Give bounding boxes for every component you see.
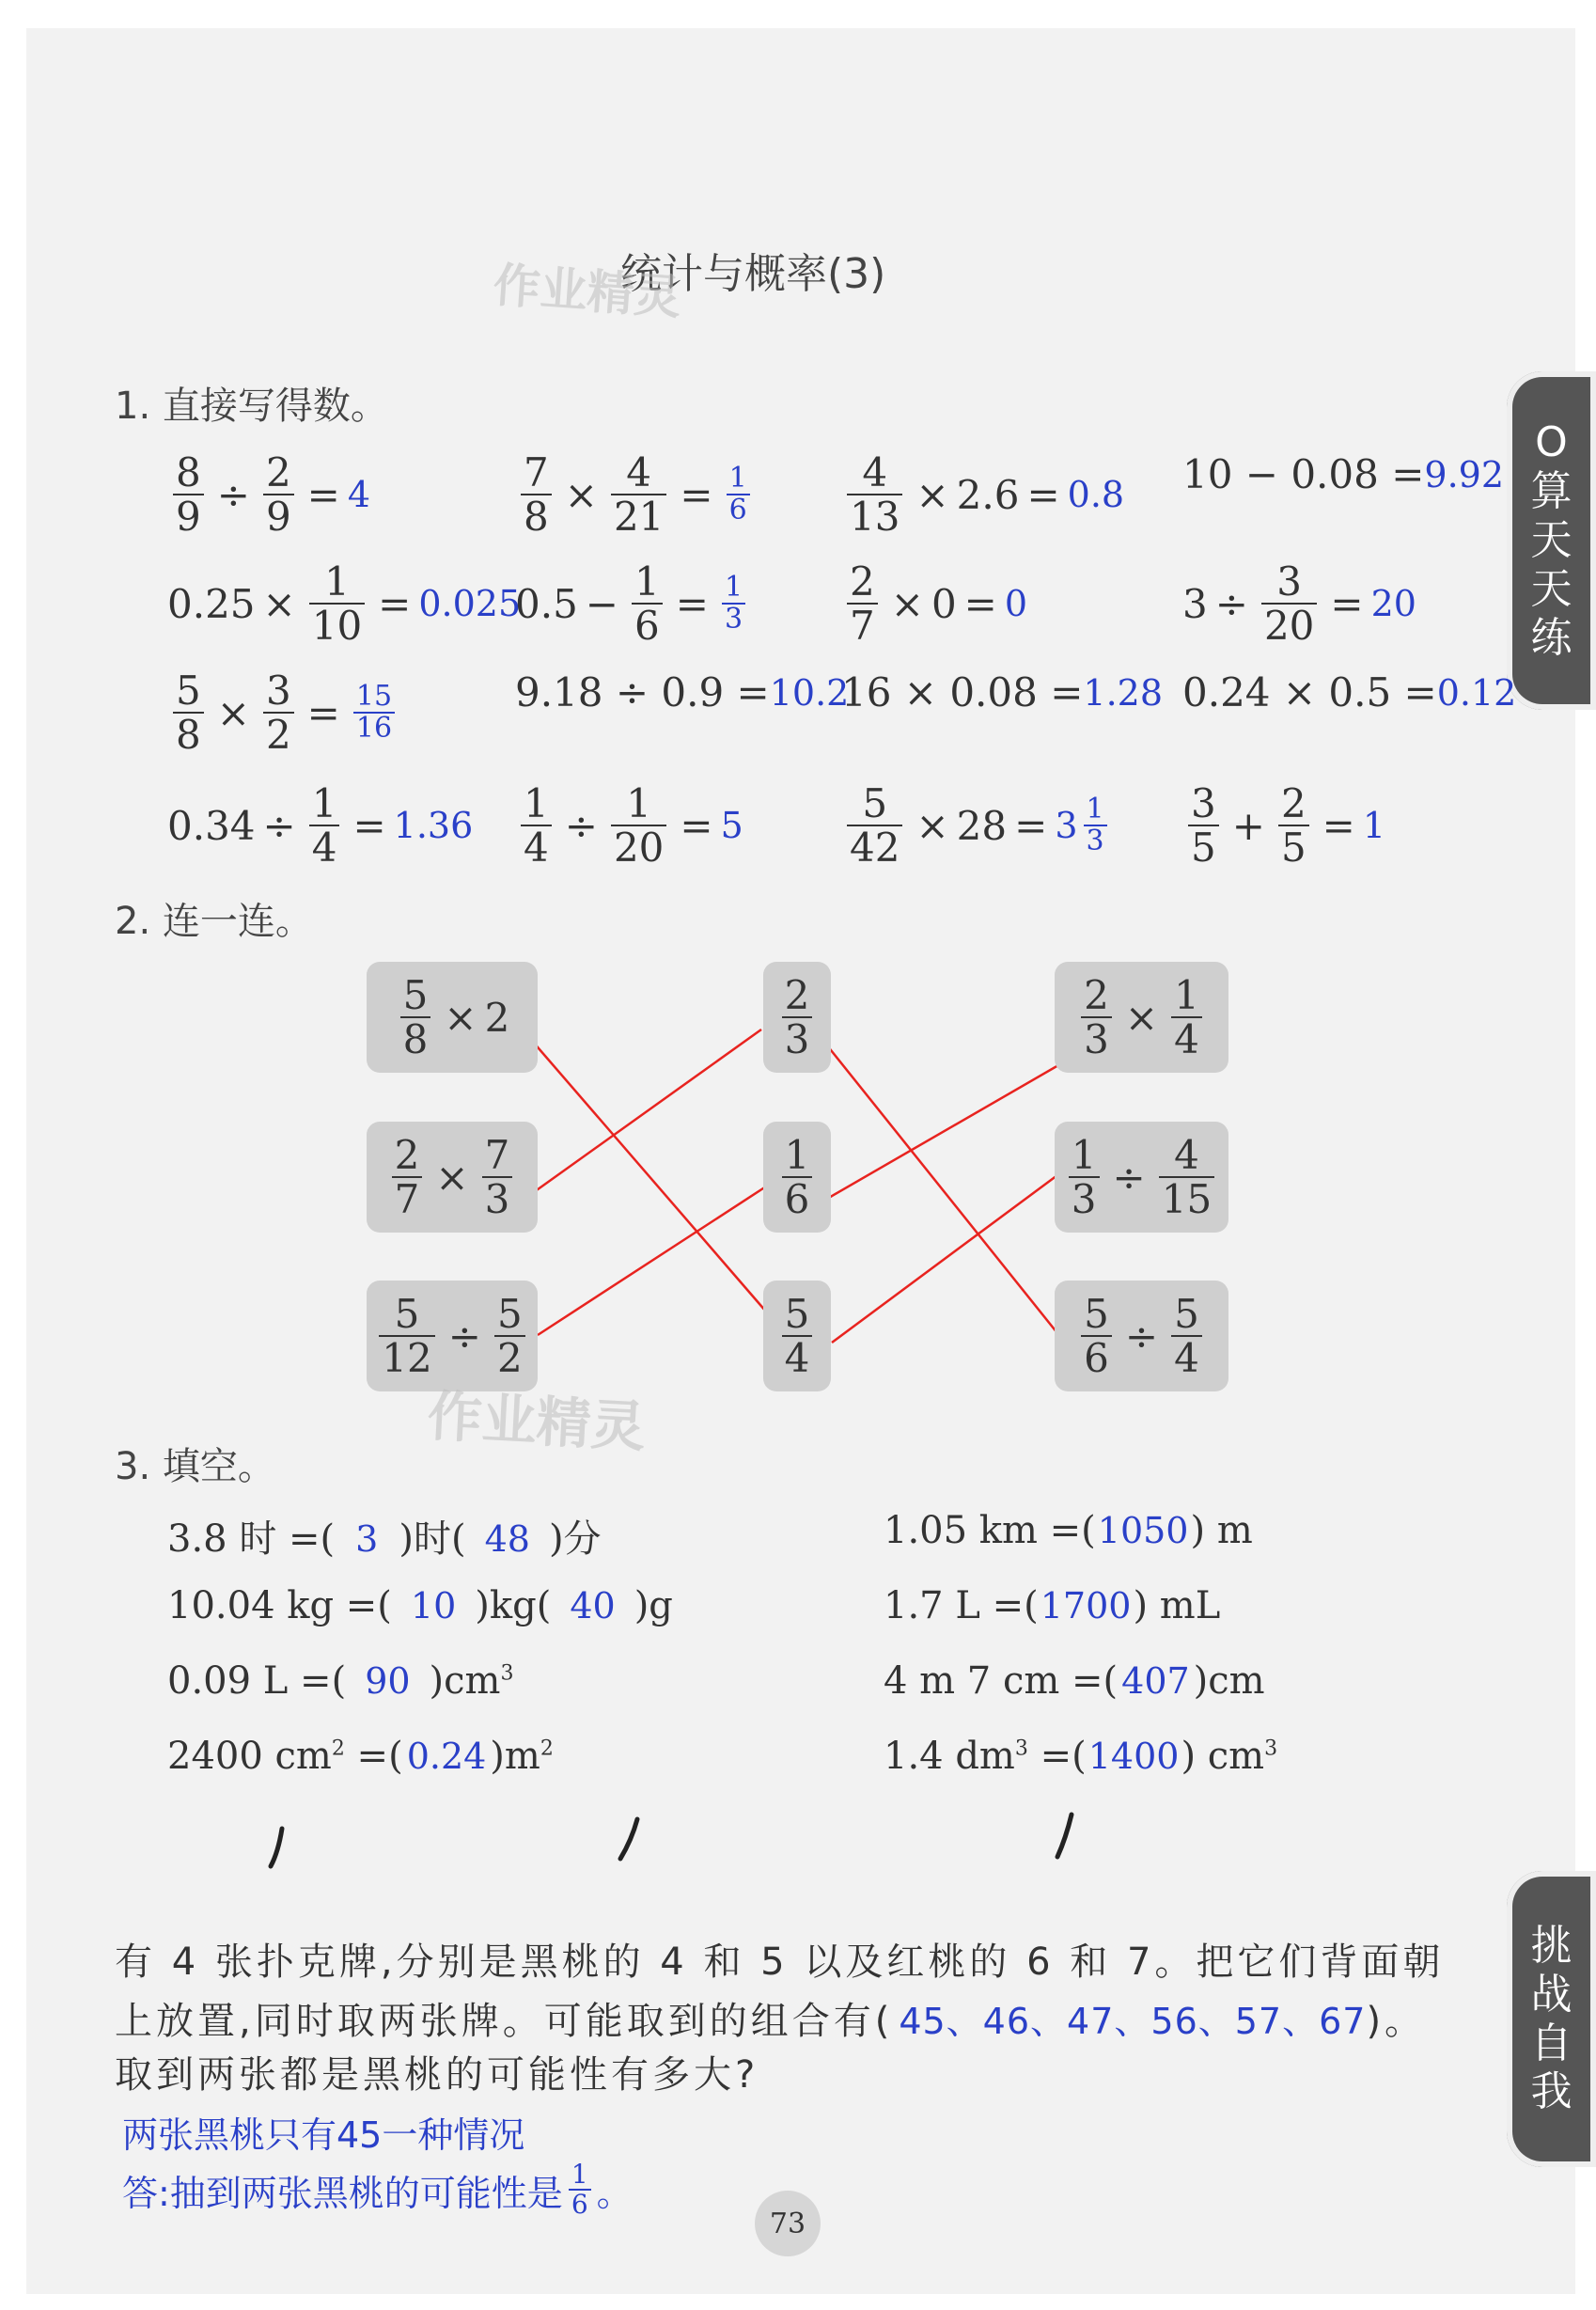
denominator: 4 (1171, 1016, 1202, 1061)
fraction (482, 1131, 513, 1222)
fill-answer: 407 (1121, 1660, 1190, 1702)
side-tab-char: 练 (1530, 613, 1573, 662)
denominator: 4 (521, 825, 552, 869)
expression-text: 10 − 0.08 = (1182, 451, 1425, 497)
challenge-answer-line-2 (122, 2161, 633, 2219)
numerator: 1 (1086, 792, 1104, 825)
equals-sign: = (306, 689, 340, 736)
fill-row (884, 1509, 1253, 1552)
fill-text: 0.09 L =( (167, 1659, 347, 1703)
matching-card-middle (763, 1281, 831, 1391)
answer: 4 (347, 474, 371, 516)
denominator: 3 (722, 603, 745, 635)
fill-text: )m (490, 1735, 540, 1778)
denominator: 4 (309, 825, 340, 869)
challenge-text: 上放置,同时取两张牌。可能取到的组合有( (115, 2000, 894, 2043)
page-number: 73 (755, 2191, 821, 2256)
matching-card-right (1055, 1281, 1228, 1391)
fill-answer: 3 (355, 1518, 379, 1560)
challenge-line-1: 有 4 张扑克牌,分别是黑桃的 4 和 5 以及红桃的 6 和 7。把它们背面朝 (115, 1941, 1445, 1984)
answer-whole: 3 (1055, 805, 1078, 847)
equals-sign: = (1322, 802, 1355, 849)
numerator: 5 (1174, 1290, 1199, 1337)
expression-text: 3 (1182, 580, 1208, 627)
answer: 0.025 (418, 583, 522, 625)
fraction (494, 1290, 525, 1381)
denominator: 42 (847, 825, 902, 869)
numerator: 1 (1174, 971, 1199, 1018)
equals-sign: = (306, 471, 340, 518)
operator: − (585, 580, 618, 627)
operator: ÷ (216, 471, 250, 518)
denominator: 2 (263, 712, 294, 756)
answer: 0 (1004, 583, 1028, 625)
answer: 0.8 (1067, 474, 1125, 516)
answer-fraction (569, 2161, 591, 2219)
section-3-heading: 3. 填空。 (115, 1445, 275, 1488)
denominator: 5 (1278, 825, 1309, 869)
section-1-heading: 1. 直接写得数。 (115, 385, 388, 428)
numerator: 3 (1276, 558, 1303, 605)
fill-answer: 10 (410, 1585, 457, 1626)
watermark: 作业精灵 (426, 1383, 648, 1460)
side-tab-char: 天 (1530, 516, 1573, 565)
operator: × (915, 471, 949, 518)
operator: ÷ (1214, 580, 1248, 627)
numerator: 5 (862, 780, 888, 826)
answer: 1.28 (1083, 671, 1164, 714)
denominator: 7 (392, 1176, 423, 1220)
denominator: 3 (1081, 1016, 1112, 1061)
numerator: 2 (784, 971, 810, 1018)
denominator: 8 (173, 712, 204, 756)
numerator: 1 (784, 1131, 810, 1178)
numerator: 1 (626, 780, 652, 826)
challenge-answer: 45、46、47、56、57、67 (899, 2001, 1367, 2042)
equals-sign: = (378, 580, 412, 627)
operator: × (435, 1154, 469, 1201)
expression-text: 0.34 (167, 802, 256, 849)
side-tab-char: 算 (1530, 467, 1573, 516)
fill-text: ) cm (1181, 1735, 1265, 1778)
side-tab-char: 挑 (1530, 1921, 1573, 1970)
challenge-answer-line-1: 两张黑桃只有45一种情况 (122, 2114, 525, 2156)
fill-text: )kg( (475, 1584, 552, 1627)
numerator: 1 (311, 780, 337, 826)
fraction (782, 1290, 813, 1381)
expression-text: 28 (956, 802, 1008, 849)
operator: × (564, 471, 598, 518)
fill-row (167, 1509, 602, 1563)
operator: × (444, 994, 477, 1041)
superscript: 2 (540, 1736, 554, 1761)
denominator: 4 (1171, 1335, 1202, 1379)
equals-sign: = (675, 580, 709, 627)
side-tab-char: 自 (1530, 2019, 1573, 2067)
denominator: 6 (632, 603, 663, 647)
denominator: 9 (263, 494, 294, 538)
fill-text: =( (344, 1735, 403, 1778)
matching-card-left (367, 962, 538, 1073)
equals-sign: = (680, 802, 713, 849)
side-tab-char: 战 (1530, 1970, 1573, 2019)
denominator: 10 (309, 603, 365, 647)
matching-card-right (1055, 962, 1228, 1073)
numerator: 1 (324, 558, 350, 605)
denominator: 3 (782, 1016, 813, 1061)
superscript: 3 (1264, 1736, 1278, 1761)
numerator: 7 (484, 1131, 510, 1178)
numerator: 4 (862, 449, 888, 495)
superscript: 3 (1014, 1736, 1028, 1761)
numerator: 1 (1071, 1131, 1097, 1178)
fill-answer: 1050 (1097, 1510, 1189, 1551)
fraction (1171, 1290, 1202, 1381)
side-tab-char: O (1535, 418, 1568, 467)
numerator: 7 (524, 449, 549, 495)
denominator: 3 (1069, 1176, 1100, 1220)
fill-text: )分 (548, 1517, 602, 1561)
operator: + (1231, 802, 1265, 849)
expression-text: 2.6 (956, 471, 1020, 518)
denominator: 8 (400, 1016, 431, 1061)
denominator: 6 (727, 494, 750, 526)
decorative-strokes (0, 1786, 1596, 1899)
denominator: 7 (847, 603, 878, 647)
numerator: 5 (402, 971, 429, 1018)
operator: × (216, 689, 250, 736)
numerator: 2 (265, 449, 291, 495)
denominator: 9 (173, 494, 204, 538)
operator: ÷ (447, 1312, 481, 1359)
expression-text: 0.24 × 0.5 = (1182, 669, 1437, 715)
numerator: 5 (394, 1290, 420, 1337)
fill-text: =( (1027, 1735, 1087, 1778)
equals-sign: = (1026, 471, 1060, 518)
match-line (827, 1045, 1057, 1333)
fill-text: 1.05 km =( (884, 1509, 1096, 1552)
challenge-text: )。 (1366, 2000, 1427, 2043)
answer: 1.36 (393, 805, 474, 847)
fraction (1171, 971, 1202, 1062)
numerator: 4 (626, 449, 652, 495)
match-line (534, 1029, 761, 1192)
fill-text: ) m (1190, 1509, 1253, 1552)
denominator: 6 (1081, 1335, 1112, 1379)
fill-row (167, 1584, 673, 1627)
numerator: 4 (1174, 1131, 1199, 1178)
fraction (392, 1131, 423, 1222)
numerator: 1 (571, 2159, 588, 2190)
denominator: 21 (611, 494, 666, 538)
watermark: 作业精灵 (491, 258, 683, 325)
answer: 20 (1370, 583, 1416, 625)
fraction (400, 971, 431, 1062)
fill-row (884, 1659, 1265, 1703)
numerator: 2 (850, 558, 875, 605)
numerator: 1 (724, 570, 743, 604)
matching-card-middle (763, 1122, 831, 1233)
fill-answer: 40 (570, 1585, 616, 1626)
denominator: 3 (1084, 825, 1107, 856)
numerator: 1 (634, 558, 660, 605)
operator: × (890, 580, 924, 627)
answer: 9.92 (1424, 453, 1505, 495)
answer: 1 (1362, 805, 1386, 847)
fraction (782, 971, 813, 1062)
numerator: 5 (496, 1290, 523, 1337)
denominator: 6 (782, 1176, 813, 1220)
fraction (782, 1131, 813, 1222)
fill-row (167, 1659, 513, 1703)
expression-text: 0.25 (167, 580, 256, 627)
denominator: 12 (379, 1335, 434, 1379)
denominator: 15 (1159, 1176, 1214, 1220)
denominator: 20 (611, 825, 666, 869)
numerator: 8 (176, 449, 201, 495)
fraction (1081, 971, 1112, 1062)
fill-answer: 1400 (1087, 1736, 1180, 1777)
numerator: 2 (1280, 780, 1307, 826)
fill-text: )cm (1193, 1659, 1265, 1703)
expression-text: 0.5 (515, 580, 578, 627)
fill-row (884, 1735, 1277, 1778)
numerator: 1 (524, 780, 549, 826)
fraction (379, 1290, 434, 1381)
fill-answer: 0.24 (406, 1736, 487, 1777)
numerator: 3 (265, 668, 291, 714)
equals-sign: = (1330, 580, 1364, 627)
equals-sign: = (1014, 802, 1048, 849)
numerator: 2 (394, 1131, 420, 1178)
matching-card-middle (763, 962, 831, 1073)
operator: × (262, 580, 296, 627)
answer: 0.12 (1436, 671, 1517, 714)
challenge-line-2 (115, 1991, 1426, 2045)
expression-text: 9.18 ÷ 0.9 = (515, 669, 770, 715)
fill-answer: 48 (484, 1518, 530, 1560)
match-line (832, 1175, 1057, 1343)
numerator: 15 (355, 679, 393, 713)
fill-text: 3.8 时 =( (167, 1517, 336, 1561)
fill-text: ) mL (1133, 1584, 1221, 1627)
numerator: 2 (1084, 971, 1109, 1018)
numerator: 5 (1084, 1290, 1109, 1337)
numerator: 3 (1191, 780, 1216, 826)
fraction (1159, 1131, 1214, 1222)
denominator: 5 (1188, 825, 1219, 869)
operator: ÷ (1112, 1154, 1146, 1201)
section-2-heading: 2. 连一连。 (115, 900, 313, 943)
answer: 5 (720, 805, 743, 847)
fill-text: 2400 cm (167, 1735, 332, 1778)
answer-text: 。 (596, 2172, 633, 2214)
fill-text: 1.4 dm (884, 1735, 1015, 1778)
fill-text: )cm (429, 1659, 501, 1703)
denominator: 20 (1261, 603, 1317, 647)
fill-text: )g (634, 1584, 673, 1627)
equals-sign: = (680, 471, 713, 518)
fraction (1081, 1290, 1112, 1381)
fill-answer: 90 (365, 1660, 411, 1702)
fill-answer: 1700 (1040, 1585, 1132, 1626)
superscript: 3 (500, 1661, 514, 1686)
operator: × (915, 802, 949, 849)
denominator: 8 (521, 494, 552, 538)
superscript: 2 (331, 1736, 345, 1761)
matching-card-left (367, 1122, 538, 1233)
denominator: 2 (494, 1335, 525, 1379)
page-title: 统计与概率(3) (620, 250, 886, 298)
expression-text: 0 (931, 580, 957, 627)
denominator: 6 (569, 2189, 591, 2219)
denominator: 3 (482, 1176, 513, 1220)
numerator: 5 (784, 1290, 810, 1337)
denominator: 16 (353, 712, 395, 744)
expression-text: 2 (484, 994, 510, 1041)
numerator: 5 (176, 668, 201, 714)
operator: ÷ (1124, 1312, 1159, 1359)
fraction (1069, 1131, 1100, 1222)
numerator: 1 (728, 461, 747, 495)
answer-text: 答:抽到两张黑桃的可能性是 (122, 2172, 563, 2214)
fill-text: 4 m 7 cm =( (884, 1659, 1119, 1703)
equals-sign: = (963, 580, 997, 627)
answer: 10.2 (769, 671, 850, 714)
equals-sign: = (352, 802, 386, 849)
matching-card-right (1055, 1122, 1228, 1233)
denominator: 4 (782, 1335, 813, 1379)
operator: ÷ (564, 802, 598, 849)
challenge-line-3: 取到两张都是黑桃的可能性有多大? (115, 2053, 759, 2097)
operator: × (1124, 994, 1159, 1041)
match-line (827, 1058, 1072, 1199)
expression-text: 16 × 0.08 = (841, 669, 1084, 715)
side-tab-char: 我 (1530, 2067, 1573, 2116)
fill-text: 10.04 kg =( (167, 1584, 392, 1627)
fill-row (167, 1735, 554, 1778)
match-line (538, 1186, 766, 1335)
side-tab-char: 天 (1530, 564, 1573, 613)
fill-row (884, 1584, 1220, 1627)
fill-text: )时( (399, 1517, 466, 1561)
operator: ÷ (262, 802, 296, 849)
denominator: 13 (847, 494, 902, 538)
fill-text: 1.7 L =( (884, 1584, 1039, 1627)
